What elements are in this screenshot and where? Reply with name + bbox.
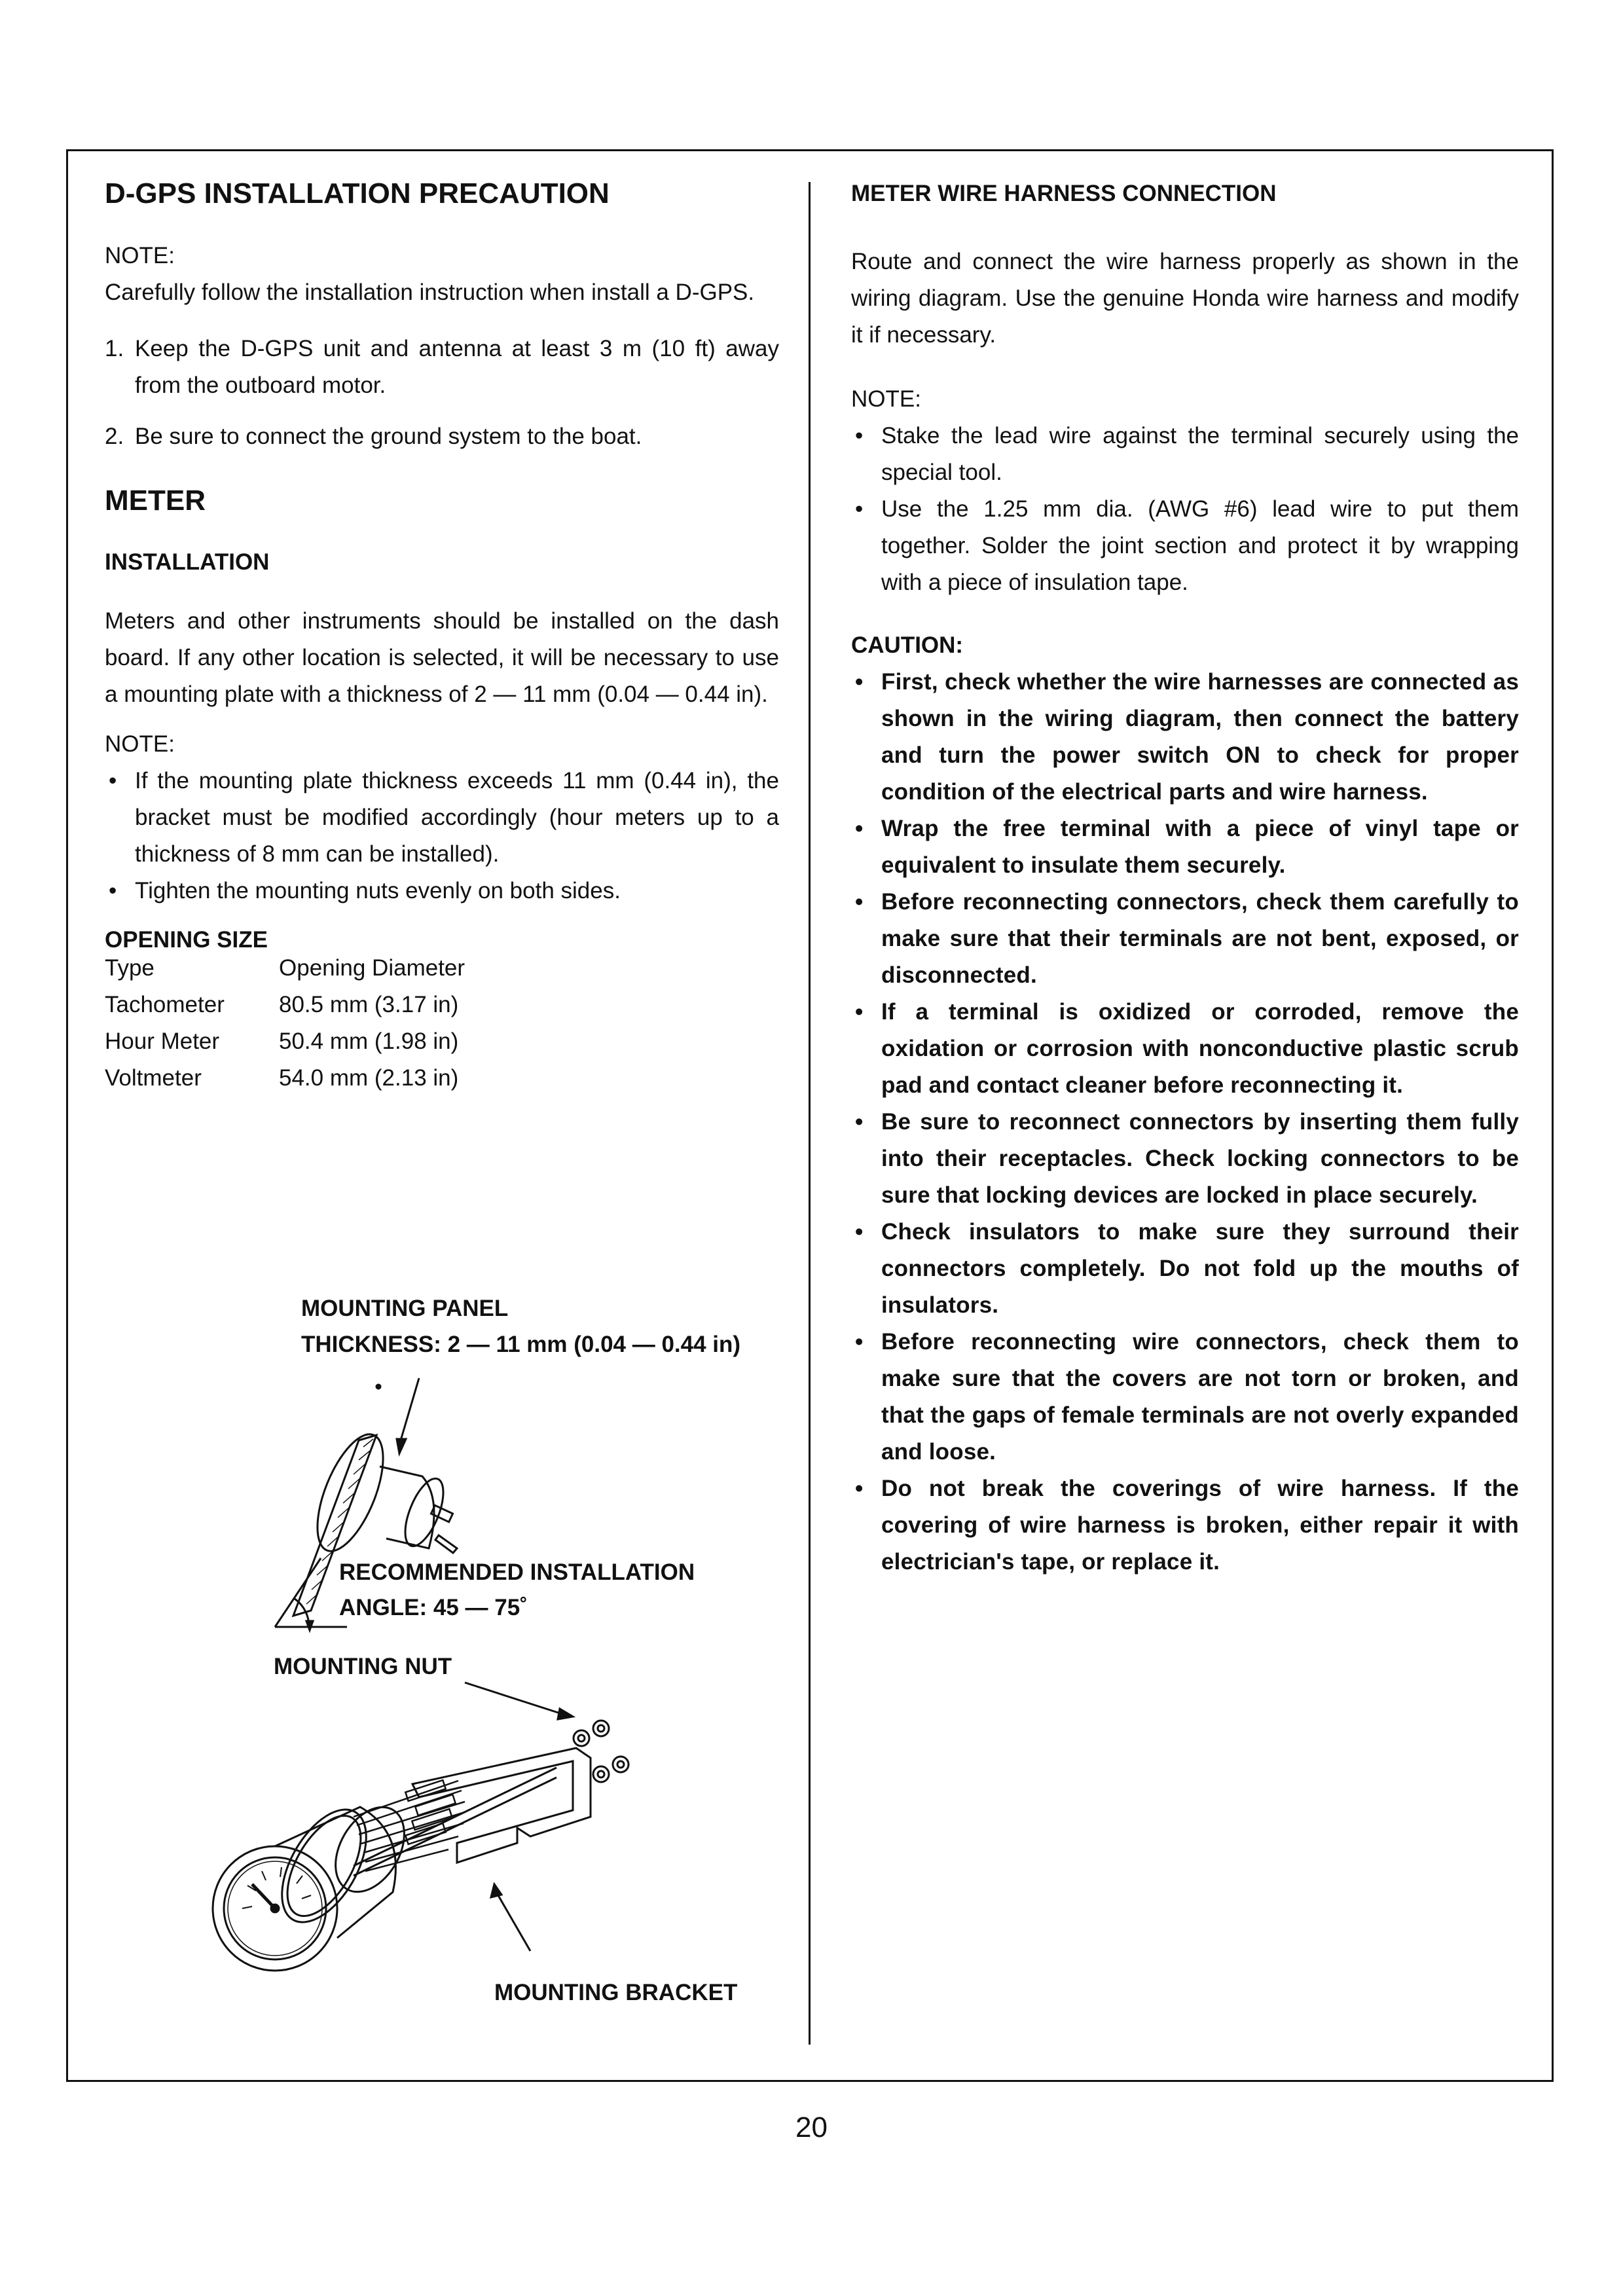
panel-label-1: MOUNTING PANEL — [301, 1296, 509, 1321]
table-row — [105, 1029, 465, 1065]
harness-notes — [851, 418, 1519, 601]
dgps-note-label: NOTE: — [105, 242, 175, 268]
meter-notes — [105, 763, 779, 909]
caution-label: CAUTION: — [851, 632, 964, 658]
table-cell: 80.5 mm (3.17 in) — [279, 991, 459, 1017]
table-cell: Tachometer — [105, 991, 225, 1017]
caution-item: • Do not break the coverings of wire harness. If the covering of wire harness is broken, either repair it with electrician's tape, or replace it. — [851, 1470, 1519, 1580]
meter-note-item: • If the mounting plate thickness exceeds 11 mm (0.44 in), the bracket must be modified accordingly (hour meters up to a thickness of 8 mm can be installed). — [105, 763, 779, 873]
mounting-bracket-illustration — [190, 1676, 687, 1984]
table-row — [105, 992, 465, 1029]
caution-item: • If a terminal is oxidized or corroded, remove the oxidation or corrosion with nonconductive plastic scrub pad and contact cleaner before reconnecting it. — [851, 994, 1519, 1104]
harness-intro: Route and connect the wire harness properly as shown in the wiring diagram. Use the genuine Honda wire harness and modify it if necessary. — [851, 249, 1519, 348]
meter-note-item: • Tighten the mounting nuts evenly on both sides. — [105, 873, 779, 909]
harness-note-item: • Use the 1.25 mm dia. (AWG #6) lead wire to put them together. Solder the joint section and protect it by wrapping with a piece of insulation tape. — [851, 491, 1519, 601]
bracket-label: MOUNTING BRACKET — [494, 1980, 738, 2005]
caution-item: • Before reconnecting wire connectors, check them to make sure that the covers are not torn or broken, and that the gaps of female terminals are not overly expanded and loose. — [851, 1324, 1519, 1470]
opening-size-heading: OPENING SIZE — [105, 927, 268, 953]
table-cell: 54.0 mm (2.13 in) — [279, 1065, 459, 1091]
installation-text: Meters and other instruments should be installed on the dash board. If any other location is selected, it will be necessary to use a mounting plate with a thickness of 2 — 11 mm (0.04 — 0.44 in). — [105, 608, 779, 708]
angle-label-2: ANGLE: 45 — 75˚ — [339, 1595, 528, 1620]
caution-item: • Before reconnecting connectors, check them carefully to make sure that their terminals are not bent, exposed, or disconnected. — [851, 884, 1519, 994]
meter-note-label: NOTE: — [105, 731, 175, 757]
column-divider — [809, 182, 811, 2045]
dgps-steps — [105, 331, 779, 455]
opening-size-table — [105, 955, 465, 1102]
caution-item: • Be sure to reconnect connectors by inserting them fully into their receptacles. Check locking connectors to be sure that locking devices are locked in place securely. — [851, 1104, 1519, 1214]
page-number: 20 — [795, 2111, 828, 2143]
dgps-title: D-GPS INSTALLATION PRECAUTION — [105, 177, 610, 210]
table-header: Opening Diameter — [279, 955, 465, 981]
angle-label-1: RECOMMENDED INSTALLATION — [339, 1559, 695, 1585]
caution-item: • First, check whether the wire harnesses are connected as shown in the wiring diagram, then connect the battery and turn the power switch ON to check for proper condition of the electrical parts and wire harness. — [851, 664, 1519, 811]
table-header-row — [105, 955, 465, 992]
dgps-step: 2. Be sure to connect the ground system to the boat. — [105, 423, 642, 449]
table-header: Type — [105, 955, 155, 981]
table-cell: Voltmeter — [105, 1065, 202, 1091]
dgps-step: 1. Keep the D-GPS unit and antenna at least 3 m (10 ft) away from the outboard motor. — [105, 335, 779, 398]
harness-note-item: • Stake the lead wire against the terminal securely using the special tool. — [851, 418, 1519, 491]
installation-heading: INSTALLATION — [105, 549, 270, 575]
harness-note-label: NOTE: — [851, 386, 921, 412]
mounting-angle-illustration — [249, 1362, 524, 1656]
table-cell: 50.4 mm (1.98 in) — [279, 1028, 459, 1054]
table-cell: Hour Meter — [105, 1028, 220, 1054]
left-column — [105, 177, 779, 1102]
table-row — [105, 1065, 465, 1102]
nut-label: MOUNTING NUT — [274, 1654, 452, 1679]
panel-label-2: THICKNESS: 2 — 11 mm (0.04 — 0.44 in) — [301, 1332, 741, 1357]
caution-list — [851, 664, 1519, 1580]
dgps-note-text: Carefully follow the installation instruction when install a D-GPS. — [105, 279, 755, 305]
harness-title: METER WIRE HARNESS CONNECTION — [851, 181, 1277, 206]
caution-item: • Check insulators to make sure they surround their connectors completely. Do not fold up the mouths of insulators. — [851, 1214, 1519, 1324]
meter-title: METER — [105, 484, 206, 517]
caution-item: • Wrap the free terminal with a piece of vinyl tape or equivalent to insulate them securely. — [851, 811, 1519, 884]
right-column — [851, 177, 1519, 1580]
